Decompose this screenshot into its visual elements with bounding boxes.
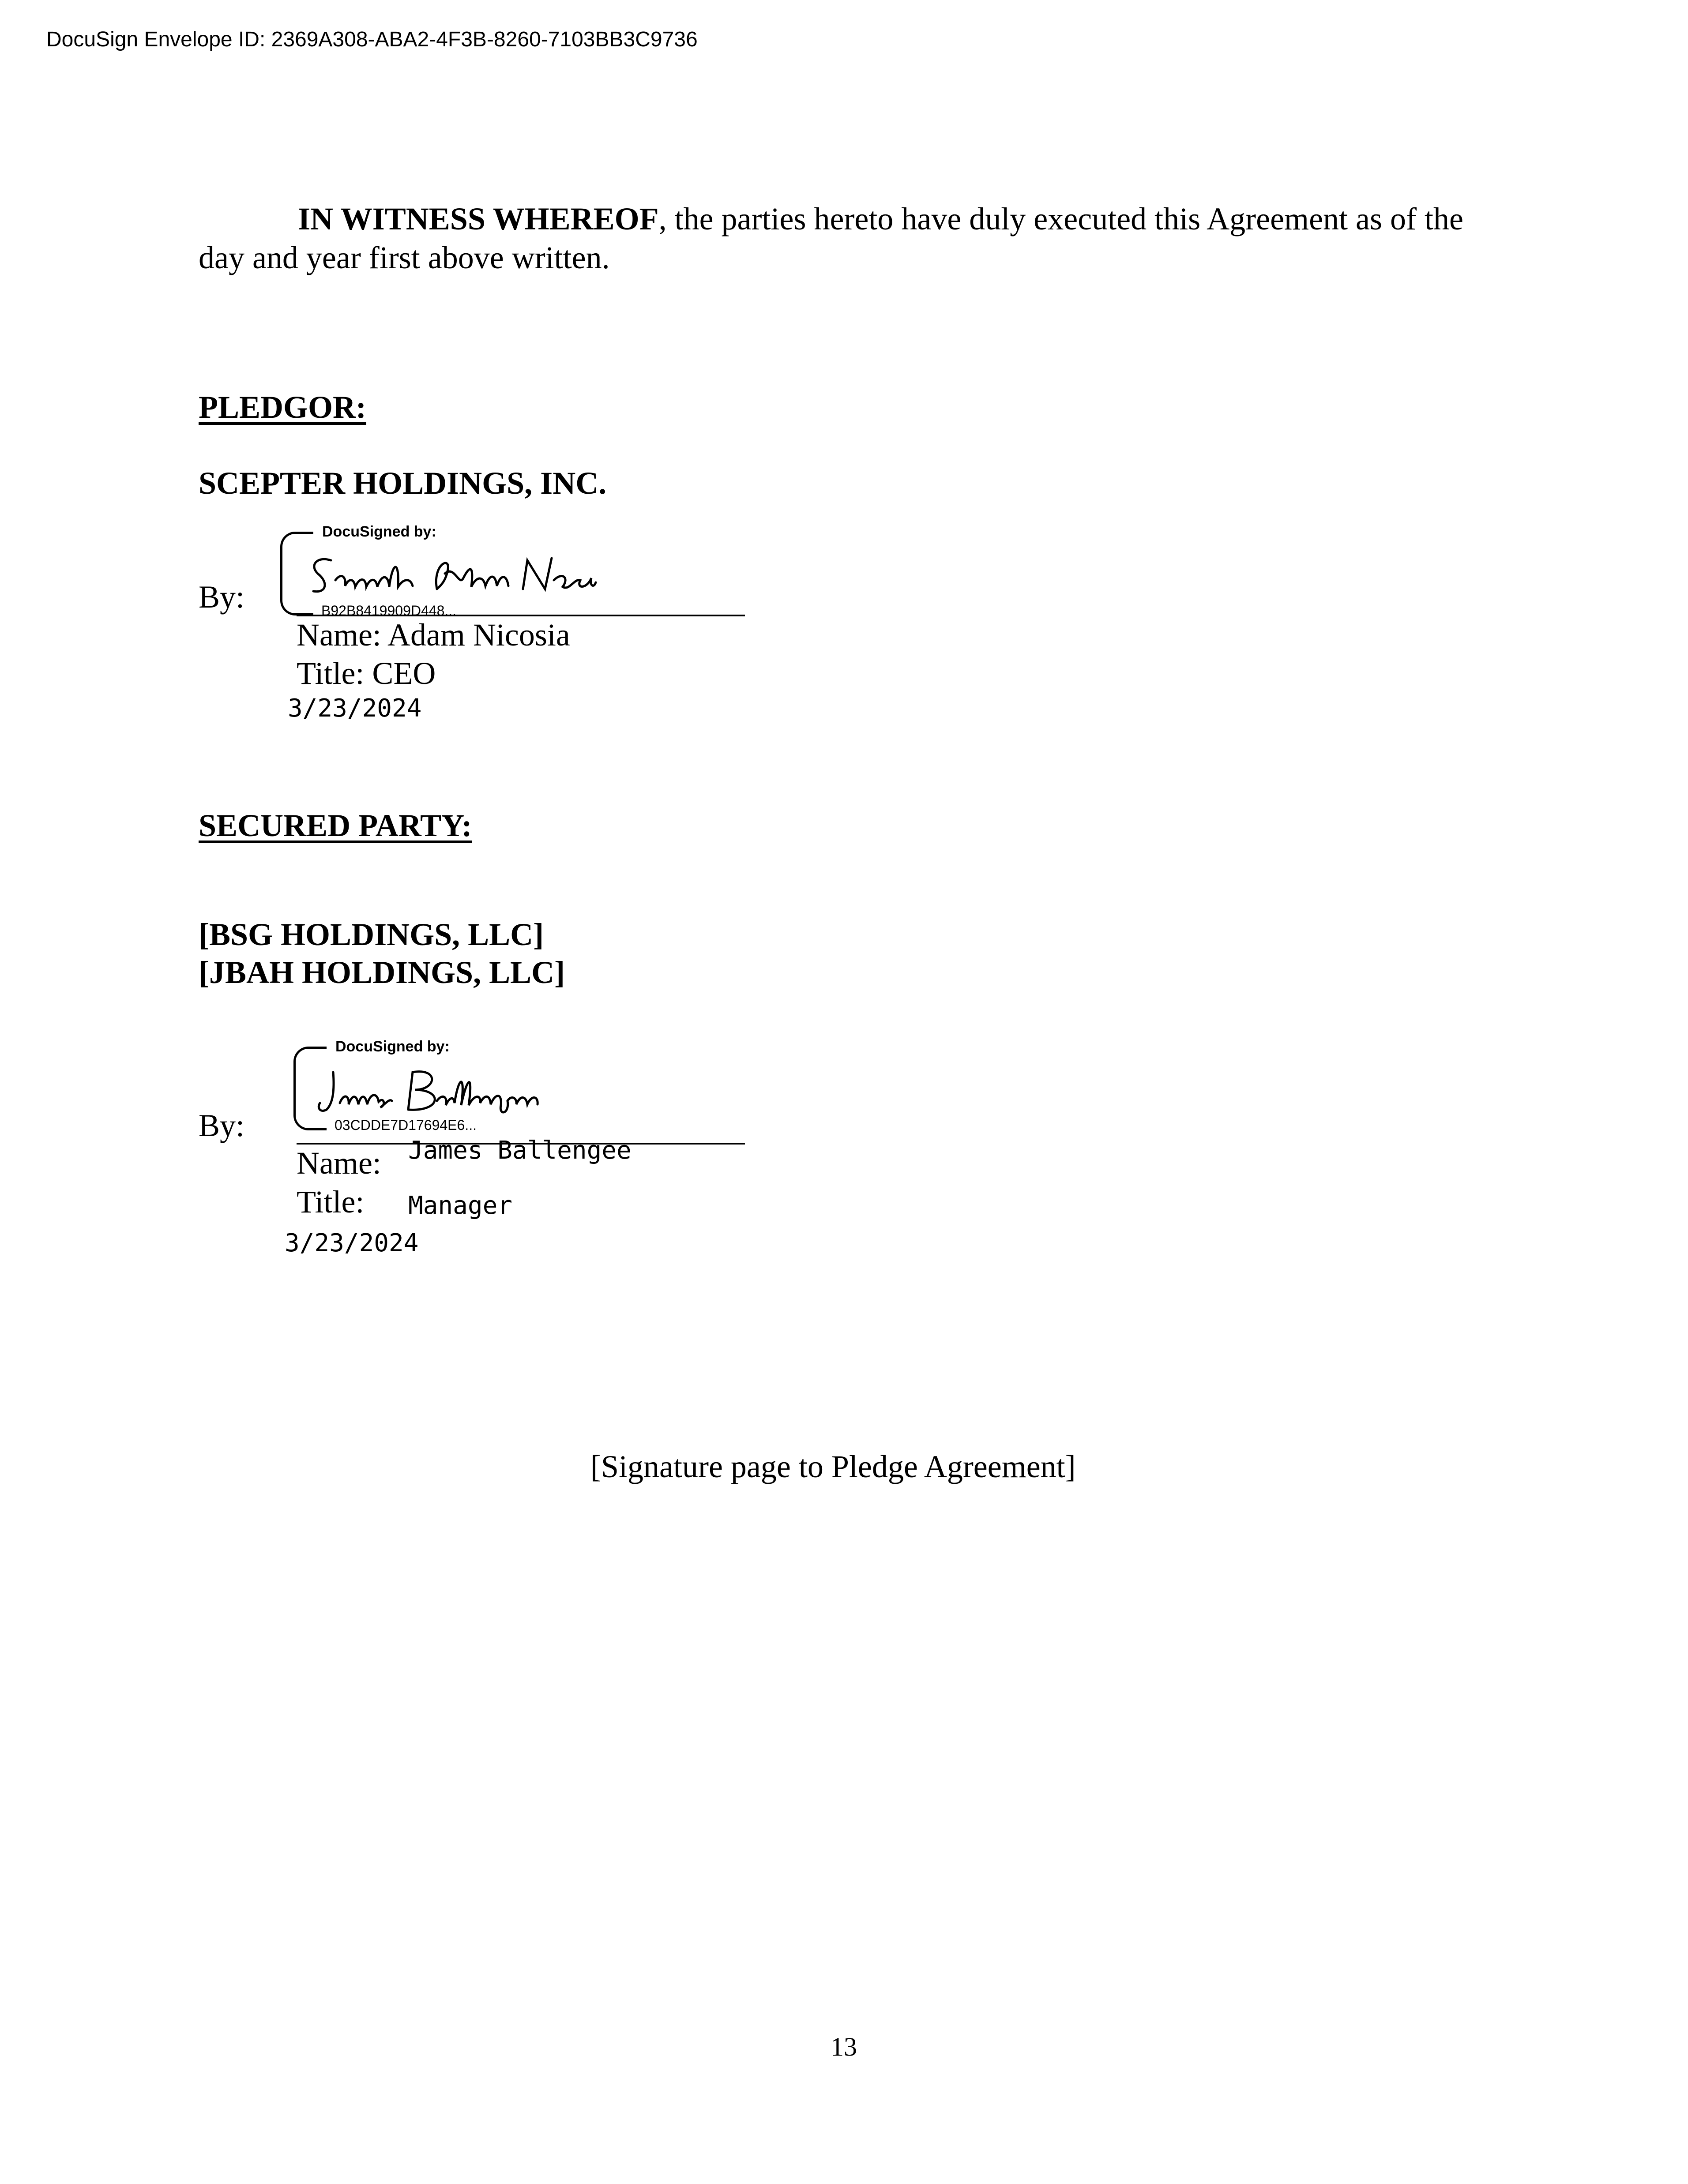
pledgor-heading: PLEDGOR: [199,390,367,425]
secured-party-entity-1: [BSG HOLDINGS, LLC] [199,917,544,952]
pledgor-by-label: By: [199,579,245,615]
docusign-envelope-id: DocuSign Envelope ID: 2369A308-ABA2-4F3B-8260-7103BB3C9736 [46,28,698,51]
witness-bold-lead: IN WITNESS WHEREOF [298,201,659,236]
secured-party-heading: SECURED PARTY: [199,808,472,843]
secured-party-signed-date: 3/23/2024 [285,1229,419,1257]
witness-paragraph [199,199,1492,277]
secured-party-signature [313,1066,560,1118]
secured-party-name-label: Name: [297,1145,381,1181]
pledgor-signature [305,547,596,604]
secured-party-name-value: James Ballengee [408,1136,632,1165]
secured-party-title-value: Manager [408,1191,513,1220]
signature-page-caption: [Signature page to Pledge Agreement] [590,1449,1076,1484]
pledgor-title-line: Title: CEO [297,656,436,691]
witness-text: , the parties hereto have duly executed this Agreement as of the day and year first above written. [199,201,1463,275]
pledgor-signature-line [297,615,745,616]
pledgor-signed-date: 3/23/2024 [288,694,422,723]
pledgor-entity-name: SCEPTER HOLDINGS, INC. [199,465,607,501]
secured-party-entity-2: [JBAH HOLDINGS, LLC] [199,955,565,990]
page-number: 13 [831,2032,857,2061]
pledgor-name-line: Name: Adam Nicosia [297,617,570,653]
pledgor-docusign-label: DocuSigned by: [319,523,440,540]
secured-party-docusign-id: 03CDDE7D17694E6... [332,1117,479,1133]
pledgor-docusign-id: B92B8419909D448... [319,603,459,619]
secured-party-docusign-label: DocuSigned by: [332,1038,453,1055]
secured-party-by-label: By: [199,1108,245,1143]
secured-party-title-label: Title: [297,1184,365,1220]
